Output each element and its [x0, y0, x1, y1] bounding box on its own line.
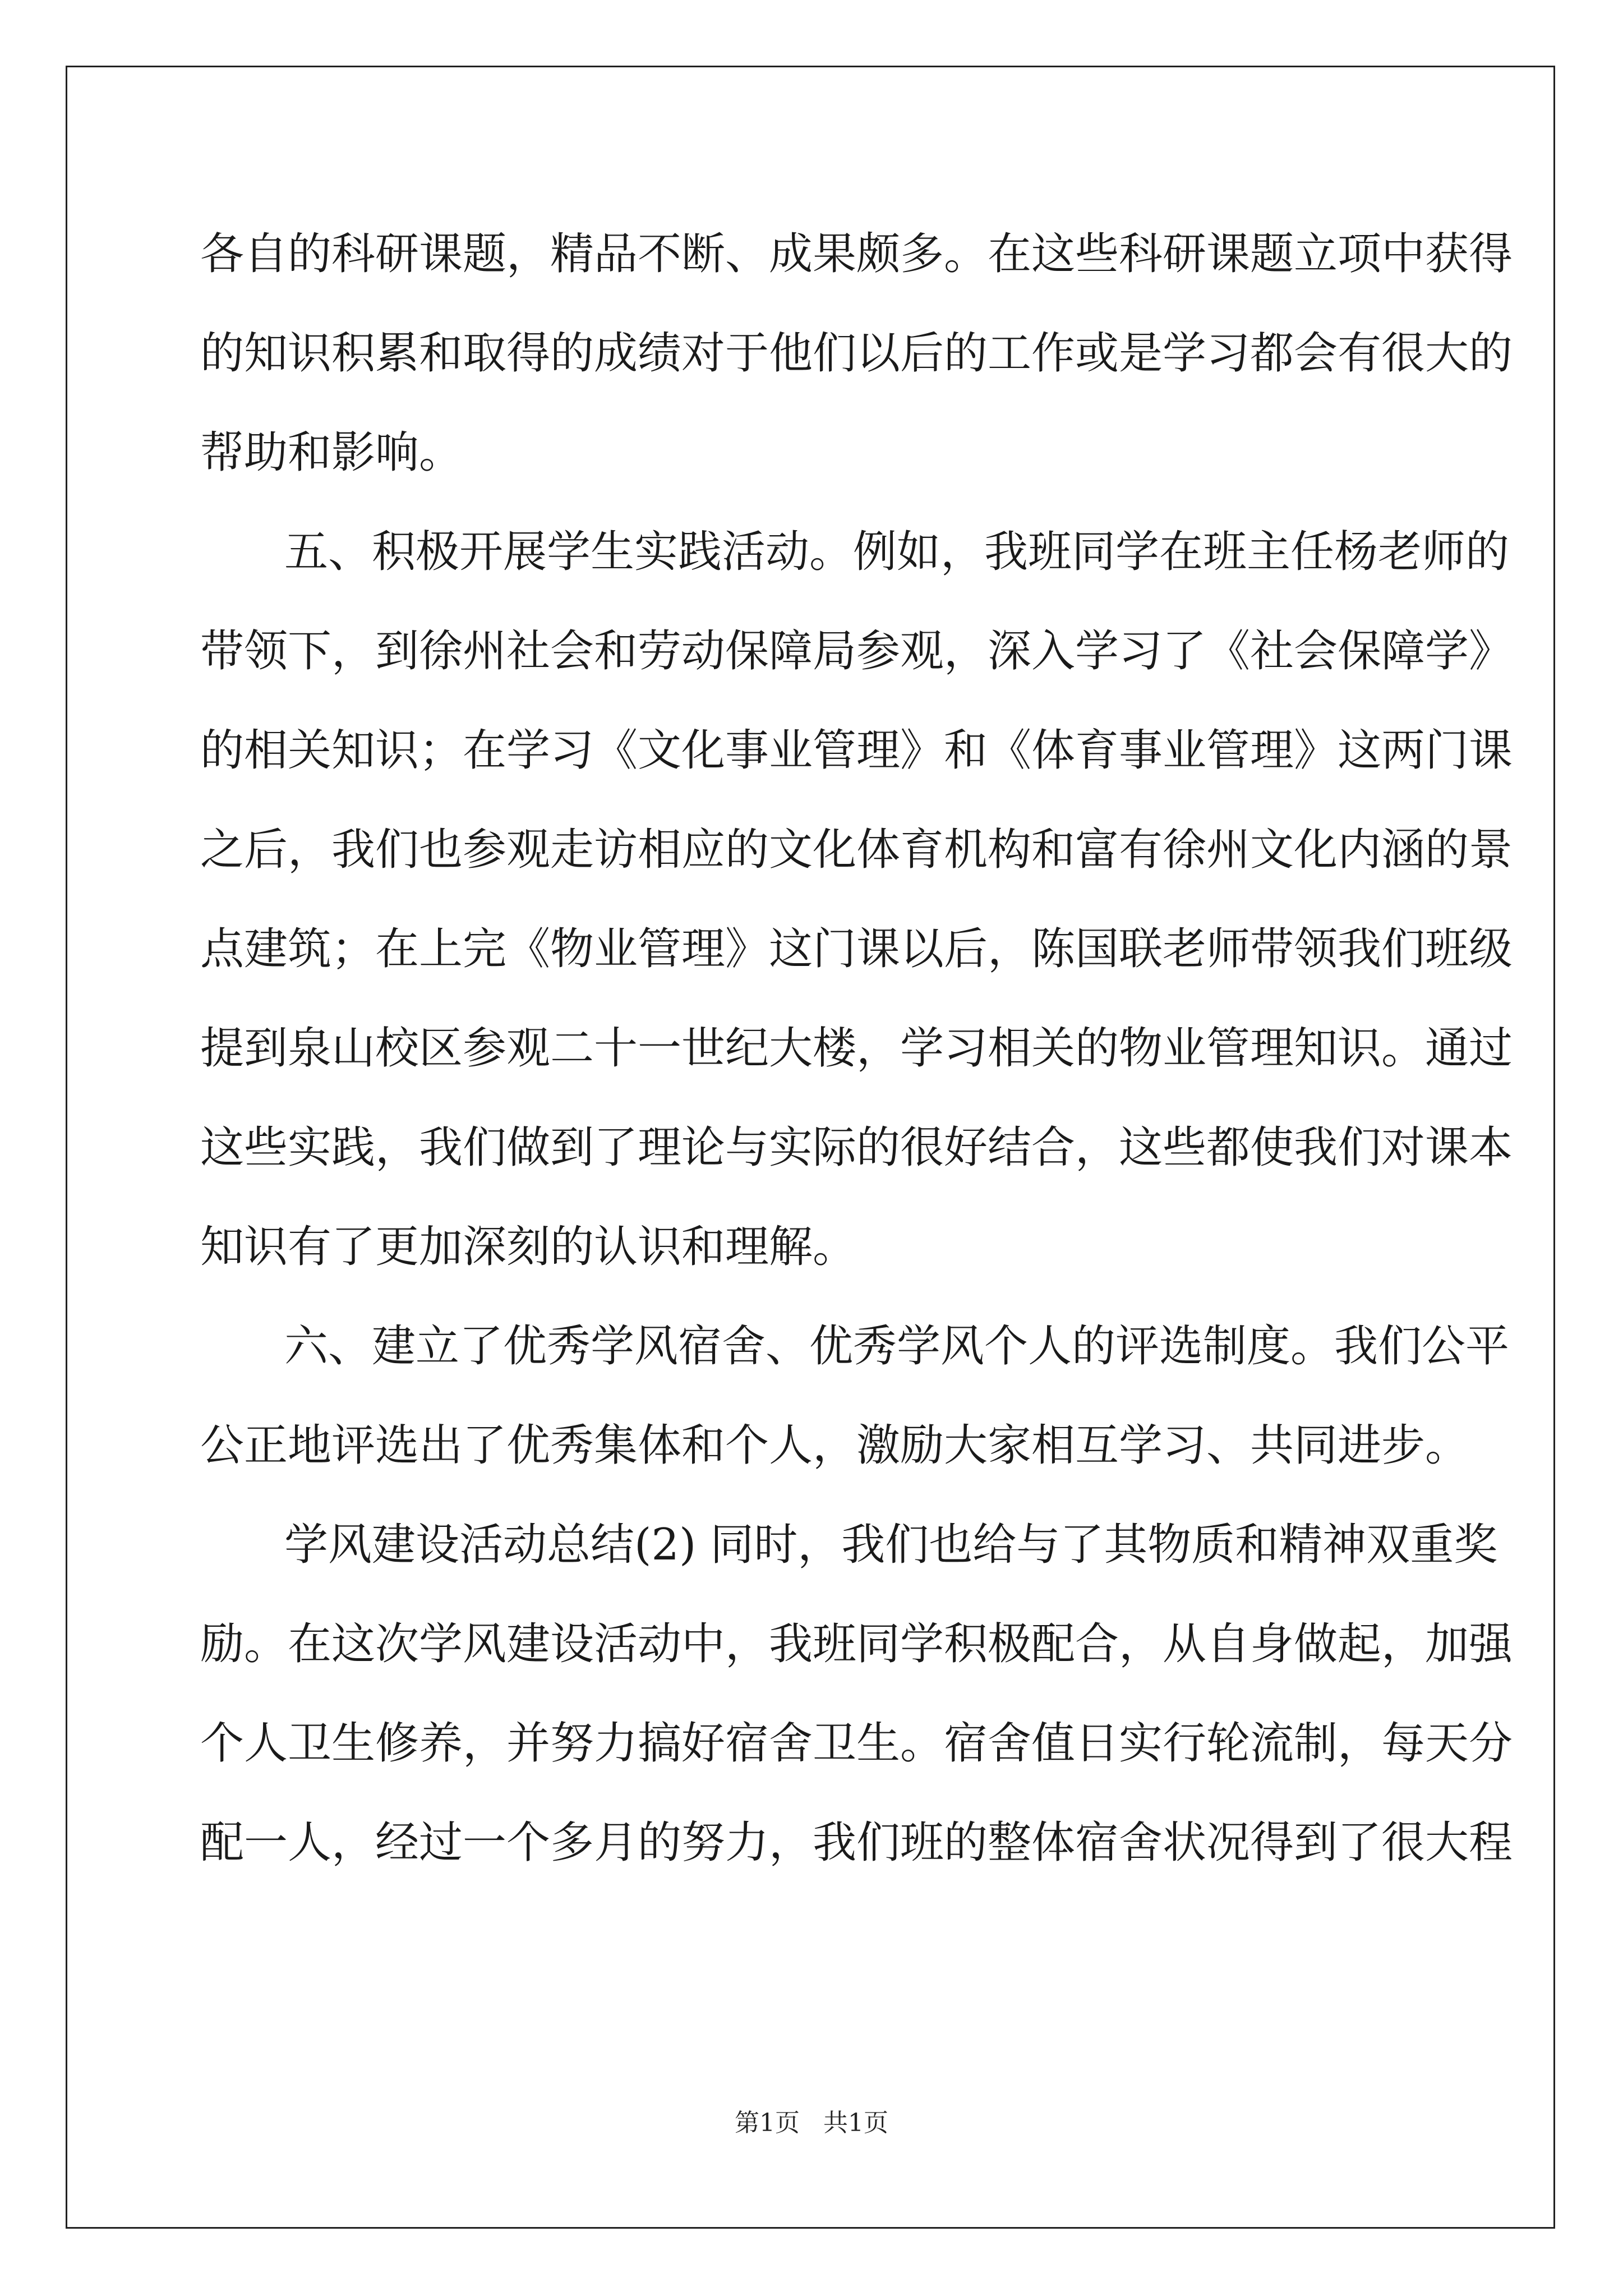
- text-line: 学风建设活动总结(2) 同时，我们也给与了其物质和精神双重奖: [284, 1520, 1498, 1570]
- text-line: 各自的科研课题，精品不断、成果颇多。在这些科研课题立项中获得: [200, 229, 1513, 279]
- text-line: 的知识积累和取得的成绩对于他们以后的工作或是学习都会有很大的: [200, 328, 1513, 379]
- text-line: 知识有了更加深刻的认识和理解。: [200, 1222, 857, 1272]
- text-line: 公正地评选出了优秀集体和个人，激励大家相互学习、共同进步。: [200, 1420, 1469, 1471]
- text-line: 配一人，经过一个多月的努力，我们班的整体宿舍状况得到了很大程: [200, 1818, 1513, 1868]
- text-line: 之后，我们也参观走访相应的文化体育机构和富有徐州文化内涵的景: [200, 825, 1513, 875]
- page-number: 第1页: [735, 2109, 800, 2137]
- text-line: 五、积极开展学生实践活动。例如，我班同学在班主任杨老师的: [284, 527, 1510, 577]
- text-line: 的相关知识；在学习《文化事业管理》和《体育事业管理》这两门课: [200, 725, 1513, 776]
- page-footer: [0, 2102, 1623, 2138]
- text-line: 帮助和影响。: [200, 427, 463, 478]
- text-line: 点建筑；在上完《物业管理》这门课以后，陈国联老师带领我们班级: [200, 924, 1513, 974]
- document-body: [200, 205, 1513, 1893]
- text-line: 提到泉山校区参观二十一世纪大楼，学习相关的物业管理知识。通过: [200, 1023, 1513, 1074]
- text-line: 励。在这次学风建设活动中，我班同学积极配合，从自身做起，加强: [200, 1619, 1513, 1669]
- text-line: 这些实践，我们做到了理论与实际的很好结合，这些都使我们对课本: [200, 1122, 1513, 1173]
- text-line: 个人卫生修养，并努力搞好宿舍卫生。宿舍值日实行轮流制，每天分: [200, 1718, 1513, 1769]
- text-line: 六、建立了优秀学风宿舍、优秀学风个人的评选制度。我们公平: [284, 1321, 1510, 1372]
- page-total: 共1页: [823, 2109, 888, 2137]
- text-line: 带领下，到徐州社会和劳动保障局参观，深入学习了《社会保障学》: [200, 626, 1513, 677]
